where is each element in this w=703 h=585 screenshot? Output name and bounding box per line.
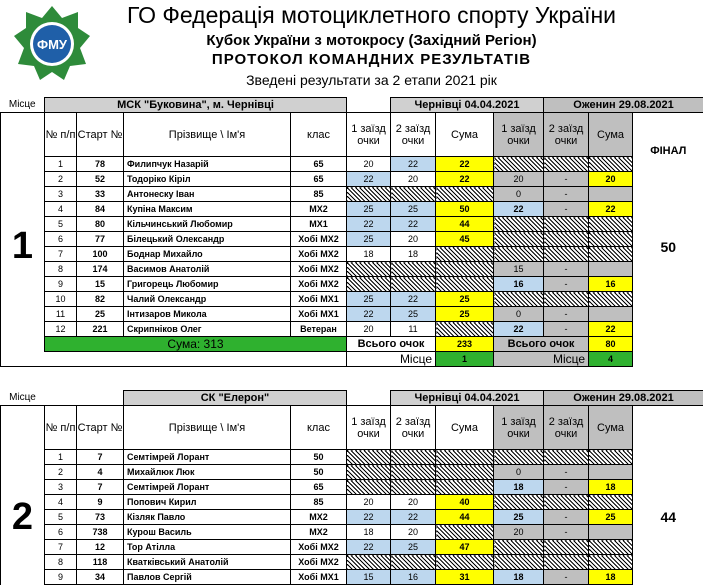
stage1-race1: 25	[347, 292, 391, 307]
start-number: 78	[77, 157, 124, 172]
rider-name: Антонеску Іван	[124, 187, 291, 202]
stage1-sum	[436, 187, 494, 202]
stage2-sum	[589, 555, 633, 570]
rider-class: Хобі MX1	[291, 570, 347, 585]
stage2-race2	[544, 232, 589, 247]
stage2-race2	[544, 555, 589, 570]
race2-col-header: 2 заїзд очки	[391, 113, 436, 157]
table-row	[1, 157, 703, 172]
stage2-sum: 25	[589, 510, 633, 525]
stage2-race2: -	[544, 262, 589, 277]
table-row	[1, 217, 703, 232]
start-number: 73	[77, 510, 124, 525]
stage2-sum	[589, 465, 633, 480]
table-row	[1, 525, 703, 540]
rider-class: Хобі MX2	[291, 232, 347, 247]
stage1-race1	[347, 450, 391, 465]
stage1-sum	[436, 450, 494, 465]
stage2-race2	[544, 495, 589, 510]
start-col-header: Старт №	[77, 406, 124, 450]
stage2-sum: 22	[589, 322, 633, 337]
rider-name: Семтімрей Лорант	[124, 450, 291, 465]
num-col-header: № п/п	[45, 406, 77, 450]
table-row	[1, 292, 703, 307]
stage2-race1: 0	[494, 465, 544, 480]
row-number: 7	[45, 247, 77, 262]
stage2-race1	[494, 540, 544, 555]
table-row	[1, 510, 703, 525]
start-number: 7	[77, 480, 124, 495]
table-row	[1, 570, 703, 585]
stage2-race1: 18	[494, 570, 544, 585]
row-number: 8	[45, 262, 77, 277]
stage1-sum: 47	[436, 540, 494, 555]
start-number: 80	[77, 217, 124, 232]
stage2-race2: -	[544, 480, 589, 495]
stage1-race2: 25	[391, 202, 436, 217]
rider-name: Білецький Олександр	[124, 232, 291, 247]
row-number: 9	[45, 570, 77, 585]
row-number: 6	[45, 232, 77, 247]
stage1-sum: 22	[436, 172, 494, 187]
stage2-race1: 25	[494, 510, 544, 525]
name-col-header: Прізвище \ Ім'я	[124, 113, 291, 157]
start-number: 77	[77, 232, 124, 247]
stage1-race2: 22	[391, 217, 436, 232]
rider-class: 85	[291, 495, 347, 510]
stage1-sum	[436, 525, 494, 540]
rider-name: Скрипніков Олег	[124, 322, 291, 337]
row-number: 1	[45, 450, 77, 465]
rider-name: Чалий Олександр	[124, 292, 291, 307]
start-number: 100	[77, 247, 124, 262]
stage2-race2	[544, 217, 589, 232]
stage2-sum	[589, 247, 633, 262]
stage2-sum	[589, 187, 633, 202]
stage1-race1: 25	[347, 232, 391, 247]
rider-class: Хобі MX2	[291, 262, 347, 277]
table-row	[1, 450, 703, 465]
stage2-place-label: Місце	[494, 352, 589, 367]
stage1-sum: 25	[436, 292, 494, 307]
stage2-race1: 22	[494, 202, 544, 217]
rider-name: Кільчинський Любомир	[124, 217, 291, 232]
stage2-sum	[589, 262, 633, 277]
race1-col-header: 1 заїзд очки	[494, 406, 544, 450]
start-number: 15	[77, 277, 124, 292]
place-col-header: Місце	[1, 98, 45, 113]
cup-title: Кубок України з мотокросу (Західний Регіон)	[20, 32, 703, 49]
stage1-race1	[347, 187, 391, 202]
stage1-race2: 20	[391, 525, 436, 540]
stage1-sum	[436, 277, 494, 292]
stage1-race1: 18	[347, 525, 391, 540]
stage2-sum: 22	[589, 202, 633, 217]
race2-col-header: 2 заїзд очки	[391, 406, 436, 450]
start-number: 84	[77, 202, 124, 217]
stage2-header: Оженин 29.08.2021	[544, 98, 703, 113]
stage2-race2: -	[544, 465, 589, 480]
stage2-sum	[589, 495, 633, 510]
stage1-race1	[347, 555, 391, 570]
stage1-race2	[391, 277, 436, 292]
stage2-sum	[589, 157, 633, 172]
stage1-sum	[436, 480, 494, 495]
stage1-race1: 15	[347, 570, 391, 585]
stage2-sum: 18	[589, 480, 633, 495]
rider-class: 65	[291, 172, 347, 187]
stage1-race1: 22	[347, 540, 391, 555]
table-row	[1, 187, 703, 202]
stage2-race1: 18	[494, 480, 544, 495]
stage1-race2	[391, 555, 436, 570]
stage1-race2: 16	[391, 570, 436, 585]
stage2-race1: 22	[494, 322, 544, 337]
rider-name: Филипчук Назарій	[124, 157, 291, 172]
stage1-header: Чернівці 04.04.2021	[391, 98, 544, 113]
start-number: 82	[77, 292, 124, 307]
row-number: 12	[45, 322, 77, 337]
stage2-race1	[494, 495, 544, 510]
stage1-sum: 22	[436, 157, 494, 172]
stage2-race2	[544, 540, 589, 555]
table-row	[1, 202, 703, 217]
rider-class: MX2	[291, 202, 347, 217]
stage1-race1: 20	[347, 495, 391, 510]
stage2-total-label: Всього очок	[494, 337, 589, 352]
row-number: 4	[45, 495, 77, 510]
row-number: 2	[45, 465, 77, 480]
stage1-place: 1	[436, 352, 494, 367]
rider-name: Михайлюк Люк	[124, 465, 291, 480]
race2-col-header: 2 заїзд очки	[544, 113, 589, 157]
sum-col-header: Сума	[436, 406, 494, 450]
table-row	[1, 495, 703, 510]
stage2-race1	[494, 247, 544, 262]
stage1-race2	[391, 450, 436, 465]
race1-col-header: 1 заїзд очки	[347, 406, 391, 450]
rider-name: Кватківський Анатолій	[124, 555, 291, 570]
stage2-race1: 0	[494, 307, 544, 322]
stage1-place-label: Місце	[347, 352, 436, 367]
row-number: 2	[45, 172, 77, 187]
race1-col-header: 1 заїзд очки	[347, 113, 391, 157]
stage2-race2: -	[544, 570, 589, 585]
stage2-race1: 20	[494, 172, 544, 187]
start-number: 52	[77, 172, 124, 187]
start-number: 4	[77, 465, 124, 480]
stage1-sum	[436, 247, 494, 262]
stage2-sum: 18	[589, 570, 633, 585]
stage1-total-label: Всього очок	[347, 337, 436, 352]
row-number: 6	[45, 525, 77, 540]
stage2-race2: -	[544, 202, 589, 217]
row-number: 4	[45, 202, 77, 217]
rider-name: Курош Василь	[124, 525, 291, 540]
rider-name: Попович Кирил	[124, 495, 291, 510]
stage1-race2: 20	[391, 495, 436, 510]
team-name: МСК "Буковина", м. Чернівці	[45, 98, 347, 113]
class-col-header: клас	[291, 406, 347, 450]
rider-class: 85	[291, 187, 347, 202]
table-row	[1, 322, 703, 337]
sum-col-header: Сума	[589, 406, 633, 450]
stage2-race1: 0	[494, 187, 544, 202]
rider-class: Хобі MX1	[291, 307, 347, 322]
stage1-race2	[391, 465, 436, 480]
rider-name: Григорець Любомир	[124, 277, 291, 292]
stage2-sum: 16	[589, 277, 633, 292]
stage1-sum: 50	[436, 202, 494, 217]
stage1-race1: 20	[347, 157, 391, 172]
table-row	[1, 172, 703, 187]
stage2-header: Оженин 29.08.2021	[544, 391, 703, 406]
stage1-race1: 22	[347, 307, 391, 322]
num-col-header: № п/п	[45, 113, 77, 157]
stage2-race1	[494, 232, 544, 247]
stage2-race2: -	[544, 172, 589, 187]
row-number: 7	[45, 540, 77, 555]
stage1-race1	[347, 480, 391, 495]
table-row	[1, 307, 703, 322]
team-name: СК "Елерон"	[124, 391, 347, 406]
stage1-sum	[436, 555, 494, 570]
stage2-sum	[589, 307, 633, 322]
rider-name: Семтімрей Лорант	[124, 480, 291, 495]
stage1-race2: 25	[391, 307, 436, 322]
stage2-race2: -	[544, 187, 589, 202]
table-row	[1, 480, 703, 495]
stage2-race2	[544, 450, 589, 465]
team-place: 1	[1, 157, 45, 337]
table-row	[1, 465, 703, 480]
row-number: 8	[45, 555, 77, 570]
stage2-race2	[544, 157, 589, 172]
row-number: 5	[45, 510, 77, 525]
sum-col-header: Сума	[436, 113, 494, 157]
stage1-race1: 22	[347, 510, 391, 525]
stage2-race2: -	[544, 277, 589, 292]
row-number: 11	[45, 307, 77, 322]
stage2-total: 80	[589, 337, 633, 352]
stage1-sum	[436, 262, 494, 277]
place-row	[1, 352, 703, 367]
stage1-sum: 44	[436, 217, 494, 232]
final-points: 50	[633, 157, 703, 337]
rider-class: 65	[291, 480, 347, 495]
stage2-race2: -	[544, 307, 589, 322]
protocol-title: ПРОТОКОЛ КОМАНДНИХ РЕЗУЛЬТАТІВ	[20, 51, 703, 68]
stage1-race2	[391, 262, 436, 277]
stage2-race1: 15	[494, 262, 544, 277]
stage2-race1	[494, 450, 544, 465]
stage2-sum	[589, 450, 633, 465]
rider-class: 65	[291, 157, 347, 172]
summary-subtitle: Зведені результати за 2 етапи 2021 рік	[20, 72, 703, 88]
stage1-race1	[347, 262, 391, 277]
stage2-race1	[494, 292, 544, 307]
start-number: 7	[77, 450, 124, 465]
start-col-header: Старт №	[77, 113, 124, 157]
place-col-header: Місце	[1, 391, 45, 406]
stage2-race1	[494, 217, 544, 232]
race1-col-header: 1 заїзд очки	[494, 113, 544, 157]
sum-row	[1, 337, 703, 352]
stage2-race2: -	[544, 525, 589, 540]
stage2-sum	[589, 540, 633, 555]
team-2-table	[0, 390, 703, 585]
row-number: 3	[45, 187, 77, 202]
table-row	[1, 232, 703, 247]
final-points: 44	[633, 450, 703, 585]
stage2-sum: 20	[589, 172, 633, 187]
race2-col-header: 2 заїзд очки	[544, 406, 589, 450]
stage2-race1	[494, 555, 544, 570]
rider-name: Інтизаров Микола	[124, 307, 291, 322]
stage1-race2: 22	[391, 292, 436, 307]
stage1-race2: 20	[391, 172, 436, 187]
stage1-race2: 22	[391, 157, 436, 172]
start-number: 9	[77, 495, 124, 510]
rider-class: 50	[291, 450, 347, 465]
rider-class: 50	[291, 465, 347, 480]
stage1-race2: 11	[391, 322, 436, 337]
stage1-race1: 22	[347, 217, 391, 232]
stage1-sum: 25	[436, 307, 494, 322]
stage2-race2	[544, 247, 589, 262]
rider-class: Хобі MX2	[291, 540, 347, 555]
rider-class: MX1	[291, 217, 347, 232]
stage1-race2: 18	[391, 247, 436, 262]
start-number: 34	[77, 570, 124, 585]
logo-text: ФМУ	[37, 37, 68, 52]
stage1-race2: 22	[391, 510, 436, 525]
stage1-sum	[436, 465, 494, 480]
rider-class: Хобі MX1	[291, 292, 347, 307]
rider-name: Павлов Сергій	[124, 570, 291, 585]
stage1-race1	[347, 277, 391, 292]
team-1-table	[0, 97, 703, 367]
table-row	[1, 277, 703, 292]
stage2-sum	[589, 292, 633, 307]
team-sum: Сума: 313	[45, 337, 347, 352]
stage1-sum: 31	[436, 570, 494, 585]
rider-class: MX2	[291, 525, 347, 540]
rider-name: Кізляк Павло	[124, 510, 291, 525]
stage1-race1	[347, 465, 391, 480]
row-number: 5	[45, 217, 77, 232]
stage1-race2: 25	[391, 540, 436, 555]
row-number: 1	[45, 157, 77, 172]
stage1-race1: 18	[347, 247, 391, 262]
row-number: 3	[45, 480, 77, 495]
start-number: 25	[77, 307, 124, 322]
table-row	[1, 262, 703, 277]
stage2-race2: -	[544, 510, 589, 525]
stage1-sum: 40	[436, 495, 494, 510]
stage2-race1: 20	[494, 525, 544, 540]
stage1-sum: 44	[436, 510, 494, 525]
stage1-total: 233	[436, 337, 494, 352]
stage2-race2	[544, 292, 589, 307]
rider-class: Хобі MX2	[291, 247, 347, 262]
stage2-race2: -	[544, 322, 589, 337]
row-number: 10	[45, 292, 77, 307]
row-number: 9	[45, 277, 77, 292]
rider-class: Хобі MX2	[291, 277, 347, 292]
name-col-header: Прізвище \ Ім'я	[124, 406, 291, 450]
stage1-race1: 22	[347, 172, 391, 187]
start-number: 174	[77, 262, 124, 277]
stage2-sum	[589, 217, 633, 232]
stage1-header: Чернівці 04.04.2021	[391, 391, 544, 406]
rider-name: Купіна Максим	[124, 202, 291, 217]
start-number: 738	[77, 525, 124, 540]
stage1-race2	[391, 187, 436, 202]
rider-name: Боднар Михайло	[124, 247, 291, 262]
table-row	[1, 540, 703, 555]
class-col-header: клас	[291, 113, 347, 157]
table-row	[1, 555, 703, 570]
org-title: ГО Федерація мотоциклетного спорту України	[20, 2, 703, 29]
team-place: 2	[1, 450, 45, 585]
rider-name: Тор Атілла	[124, 540, 291, 555]
stage1-race1: 25	[347, 202, 391, 217]
stage1-sum	[436, 322, 494, 337]
rider-name: Васимов Анатолій	[124, 262, 291, 277]
rider-class: Хобі MX2	[291, 555, 347, 570]
final-header: ФІНАЛ	[633, 113, 703, 157]
start-number: 221	[77, 322, 124, 337]
start-number: 118	[77, 555, 124, 570]
start-number: 33	[77, 187, 124, 202]
sum-col-header: Сума	[589, 113, 633, 157]
stage2-sum	[589, 232, 633, 247]
stage2-place: 4	[589, 352, 633, 367]
rider-name: Тодоріко Кіріл	[124, 172, 291, 187]
stage1-race2: 20	[391, 232, 436, 247]
stage1-race1: 20	[347, 322, 391, 337]
stage1-race2	[391, 480, 436, 495]
rider-class: Ветеран	[291, 322, 347, 337]
start-number: 12	[77, 540, 124, 555]
stage2-race1	[494, 157, 544, 172]
stage2-race1: 16	[494, 277, 544, 292]
stage1-sum: 45	[436, 232, 494, 247]
stage2-sum	[589, 525, 633, 540]
table-row	[1, 247, 703, 262]
rider-class: MX2	[291, 510, 347, 525]
